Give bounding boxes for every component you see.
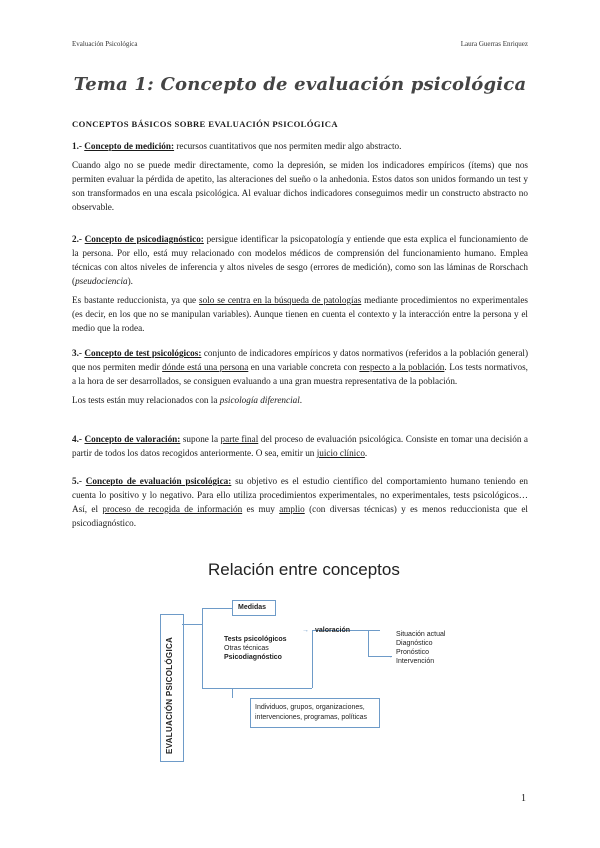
section-4-def-underlined-1: parte final	[220, 434, 259, 444]
section-2	[72, 232, 528, 335]
section-5-def-c: (con diversas técnicas) y es menos reduccionista que el psicodiagnóstico.	[72, 504, 528, 528]
section-3-def-b: en una variable concreta con	[248, 362, 360, 372]
section-4	[72, 432, 528, 460]
section-4-def-underlined-2: juicio clínico	[316, 448, 365, 458]
section-3-term: Concepto de test psicológicos:	[84, 348, 202, 358]
section-3-def-underlined-1: dónde está una persona	[162, 362, 249, 372]
section-3	[72, 346, 528, 407]
section-3-def-c: . Los tests normativos, a la hora de ser desarrollados, se consiguen evaluando a una gran muestra representativa de la población.	[72, 362, 528, 386]
section-2-def-b: ).	[127, 276, 133, 286]
section-2-number: 2.-	[72, 234, 82, 244]
section-3-def-a: conjunto de indicadores empíricos y datos normativos (referidos a la población general) que nos permiten medir	[72, 348, 529, 372]
section-1-definition	[72, 139, 528, 153]
section-5	[72, 474, 528, 530]
section-5-def-b: es muy	[242, 504, 280, 514]
section-3-p2-b: .	[299, 395, 303, 405]
diagram-title: Relación entre conceptos	[208, 560, 400, 579]
connector-line	[368, 630, 369, 656]
section-4-term: Concepto de valoración:	[84, 434, 181, 444]
other-techniques-label: Otras técnicas	[224, 645, 269, 652]
tests-column	[224, 635, 287, 662]
section-2-def-a: persigue identificar la psicopatología y entiende que esta explica el funcionamiento de la persona. Por ello, está muy relacionado con modelos médicos de comprensión del funcionamiento humano. Emplea técnicas con altos niveles de inferencia y altos niveles de sesgo (errores de medición), como son las láminas de Rorschach (	[72, 234, 529, 286]
section-2-p2-b: mediante procedimientos no experimentales (es decir, en los que no se manipulan variables). Aunque tienen en cuenta el contexto y la interacción entre la persona y el medio que la rodea.	[72, 295, 528, 333]
outcome-item: Intervención	[396, 658, 435, 665]
arrow-right-icon: →	[386, 653, 393, 660]
measures-label: Medidas	[238, 604, 267, 611]
section-2-term: Concepto de psicodiagnóstico:	[84, 234, 204, 244]
tests-label: Tests psicológicos	[224, 636, 287, 643]
connector-line	[182, 624, 202, 625]
page-number: 1	[521, 793, 526, 804]
header-author: Laura Guerras Enriquez	[460, 40, 528, 48]
section-1-def-text: recursos cuantitativos que nos permiten medir algo abstracto.	[174, 141, 402, 151]
section-3-p2-a: Los tests están muy relacionados con la	[72, 395, 220, 405]
evaluation-vertical-label: EVALUACIÓN PSICOLÓGICA	[165, 636, 174, 754]
connector-line	[312, 630, 313, 688]
section-3-number: 3.-	[72, 348, 82, 358]
section-2-p2-underlined: solo se centra en la búsqueda de patologías	[199, 295, 362, 305]
section-4-def-b: del proceso de evaluación psicológica. Consiste en tomar una decisión a partir de todos los datos recogidos anteriormente. O sea, emitir un	[72, 434, 528, 458]
section-3-def-underlined-2: respecto a la población	[359, 362, 445, 372]
section-4-definition	[72, 432, 528, 460]
valuation-label: valoración	[315, 627, 351, 634]
outcome-item: Diagnóstico	[396, 640, 433, 647]
section-1-paragraph: Cuando algo no se puede medir directamente, como la depresión, se miden los indicadores empíricos (ítems) que nos permiten evaluar la pérdida de apetito, las alteraciones del sueño o la anhedonia. Estos datos son unidos formando un test y son transformados en una escala psicológica. Al evaluar dichos indicadores conseguimos medir un constructo abstracto no observable.	[72, 160, 528, 212]
header-course: Evaluación Psicológica	[72, 40, 138, 48]
section-2-paragraph	[72, 293, 528, 335]
section-5-term: Concepto de evaluación psicológica:	[85, 476, 232, 486]
connector-line	[202, 608, 203, 688]
section-5-def-underlined-2: amplio	[279, 504, 305, 514]
arrow-right-icon: →	[302, 627, 309, 634]
section-4-def-a: supone la	[180, 434, 221, 444]
section-5-definition	[72, 474, 528, 530]
section-2-p2-a: Es bastante reduccionista, ya que	[72, 295, 200, 305]
connector-line	[232, 688, 233, 698]
section-2-def-italic: pseudociencia	[75, 276, 128, 286]
outcomes-list	[396, 630, 445, 666]
psychodiagnosis-label: Psicodiagnóstico	[224, 654, 282, 661]
section-subtitle: CONCEPTOS BÁSICOS SOBRE EVALUACIÓN PSICOLÓGICA	[72, 119, 338, 129]
section-3-definition	[72, 346, 528, 388]
section-5-def-a: su objetivo es el estudio científico del comportamiento humano teniendo en cuenta lo positivo y lo negativo. Para ello utiliza procedimientos experimentales, no experimentales, tests psicológicos… Así, el	[72, 476, 529, 514]
section-5-def-underlined-1: proceso de recogida de información	[102, 504, 243, 514]
section-2-definition	[72, 232, 528, 288]
section-4-def-c: .	[364, 448, 368, 458]
measures-box	[232, 600, 276, 616]
section-4-number: 4.-	[72, 434, 82, 444]
section-1-number: 1.-	[72, 141, 82, 151]
section-3-p2-italic: psicología diferencial	[219, 395, 300, 405]
connector-line	[202, 608, 232, 609]
scope-line-1: Individuos, grupos, organizaciones,	[255, 704, 365, 711]
connector-line	[202, 688, 312, 689]
scope-line-2: intervenciones, programas, políticas	[255, 714, 368, 721]
outcome-item: Pronóstico	[396, 649, 430, 656]
scope-box	[250, 698, 380, 728]
document-title: Tema 1: Concepto de evaluación psicológica	[73, 74, 527, 95]
section-3-paragraph	[72, 393, 528, 407]
section-1-term: Concepto de medición:	[84, 141, 175, 151]
section-5-number: 5.-	[72, 476, 82, 486]
section-1	[72, 139, 528, 214]
concept-relation-diagram	[150, 560, 450, 770]
outcome-item: Situación actual	[396, 631, 446, 638]
